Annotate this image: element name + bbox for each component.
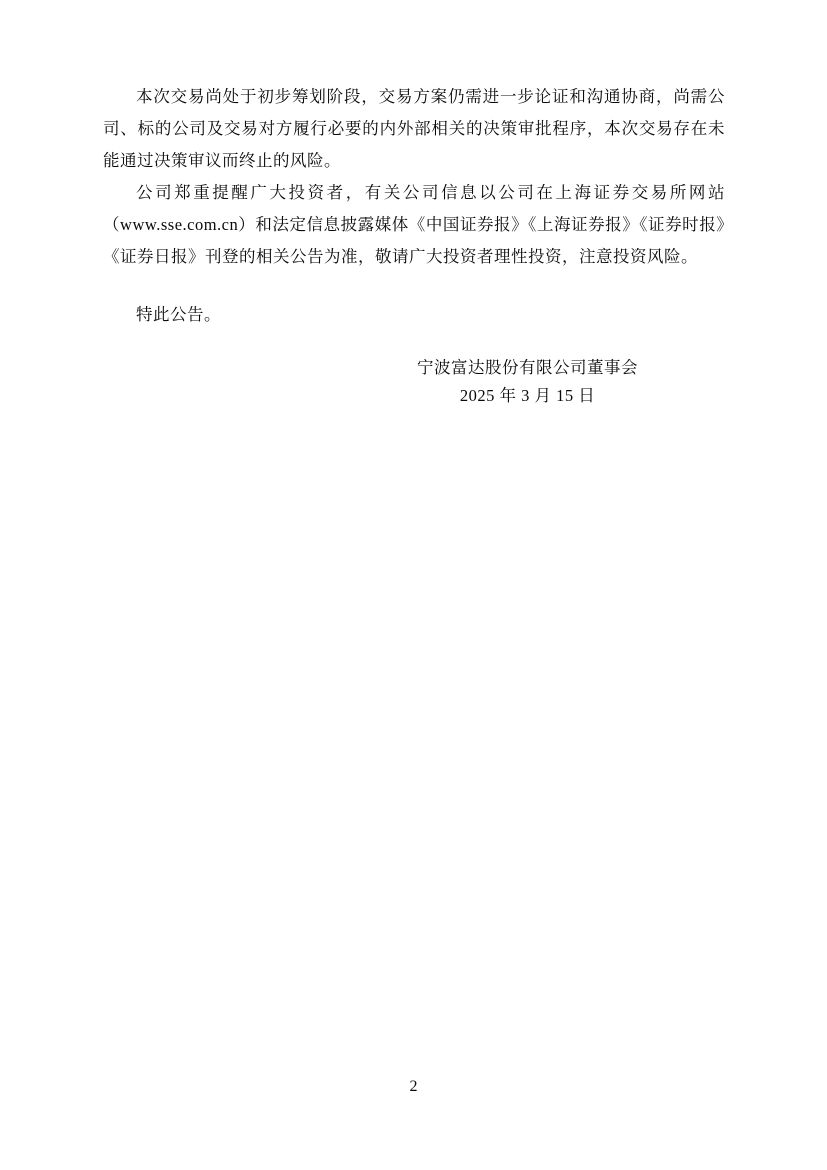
paragraph-investor-notice: 公司郑重提醒广大投资者，有关公司信息以公司在上海证券交易所网站（www.sse.com.cn）和法定信息披露媒体《中国证券报》《上海证券报》《证券时报》《证券日报》刊登的相关公告为准，敬请广大投资者理性投资，注意投资风险。 (103, 183, 725, 266)
page-content (103, 81, 725, 410)
page-number: 2 (409, 1078, 418, 1095)
signer-name: 宁波富达股份有限公司董事会 (417, 358, 638, 377)
closing-statement: 特此公告。 (136, 305, 221, 324)
signature-block (417, 354, 638, 410)
paragraph-transaction-risk: 本次交易尚处于初步筹划阶段，交易方案仍需进一步论证和沟通协商，尚需公司、标的公司及交易对方履行必要的内外部相关的决策审批程序，本次交易存在未能通过决策审议而终止的风险。 (103, 87, 725, 170)
signature-date: 2025 年 3 月 15 日 (459, 386, 596, 405)
